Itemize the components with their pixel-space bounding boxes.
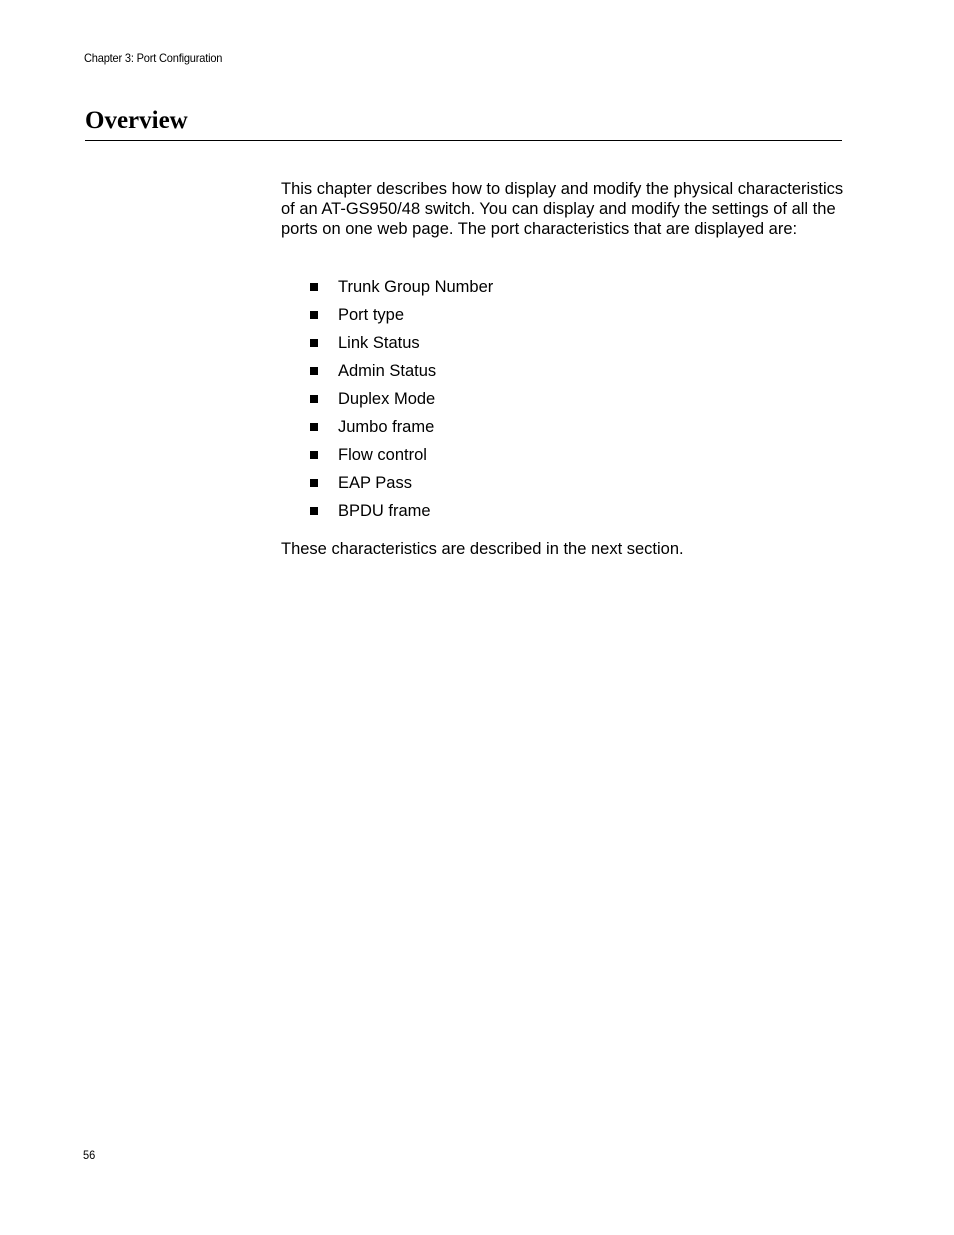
square-bullet-icon [310, 423, 318, 431]
list-item [309, 303, 493, 331]
list-item [309, 359, 493, 387]
square-bullet-icon [310, 311, 318, 319]
square-bullet-icon [310, 451, 318, 459]
list-item [309, 471, 493, 499]
list-item-label: Admin Status [338, 362, 437, 380]
square-bullet-icon [310, 283, 318, 291]
list-item-label: BPDU frame [338, 502, 431, 520]
list-item-label: Port type [338, 306, 405, 324]
square-bullet-icon [310, 367, 318, 375]
list-item-label: Link Status [338, 334, 420, 352]
section-title: Overview [85, 107, 188, 134]
running-header: Chapter 3: Port Configuration [84, 51, 223, 65]
list-item-label: Jumbo frame [338, 418, 435, 436]
square-bullet-icon [310, 479, 318, 487]
list-item [309, 443, 493, 471]
title-rule [85, 140, 842, 141]
list-item [309, 331, 493, 359]
square-bullet-icon [310, 339, 318, 347]
list-item-label: Duplex Mode [338, 390, 436, 408]
list-item-label: EAP Pass [338, 474, 412, 492]
square-bullet-icon [310, 395, 318, 403]
list-item [309, 275, 493, 303]
characteristics-list [309, 275, 493, 527]
square-bullet-icon [310, 507, 318, 515]
list-item [309, 415, 493, 443]
list-item [309, 499, 493, 527]
list-item-label: Trunk Group Number [338, 278, 494, 296]
outro-paragraph: These characteristics are described in the next section. [281, 540, 684, 558]
list-item-label: Flow control [338, 446, 427, 464]
intro-paragraph: This chapter describes how to display and modify the physical characteristics of an AT-GS950/48 switch. You can display and modify the settings of all the ports on one web page. The port characteristics that are displayed are: [281, 180, 844, 238]
list-item [309, 387, 493, 415]
page-number: 56 [83, 1148, 96, 1162]
